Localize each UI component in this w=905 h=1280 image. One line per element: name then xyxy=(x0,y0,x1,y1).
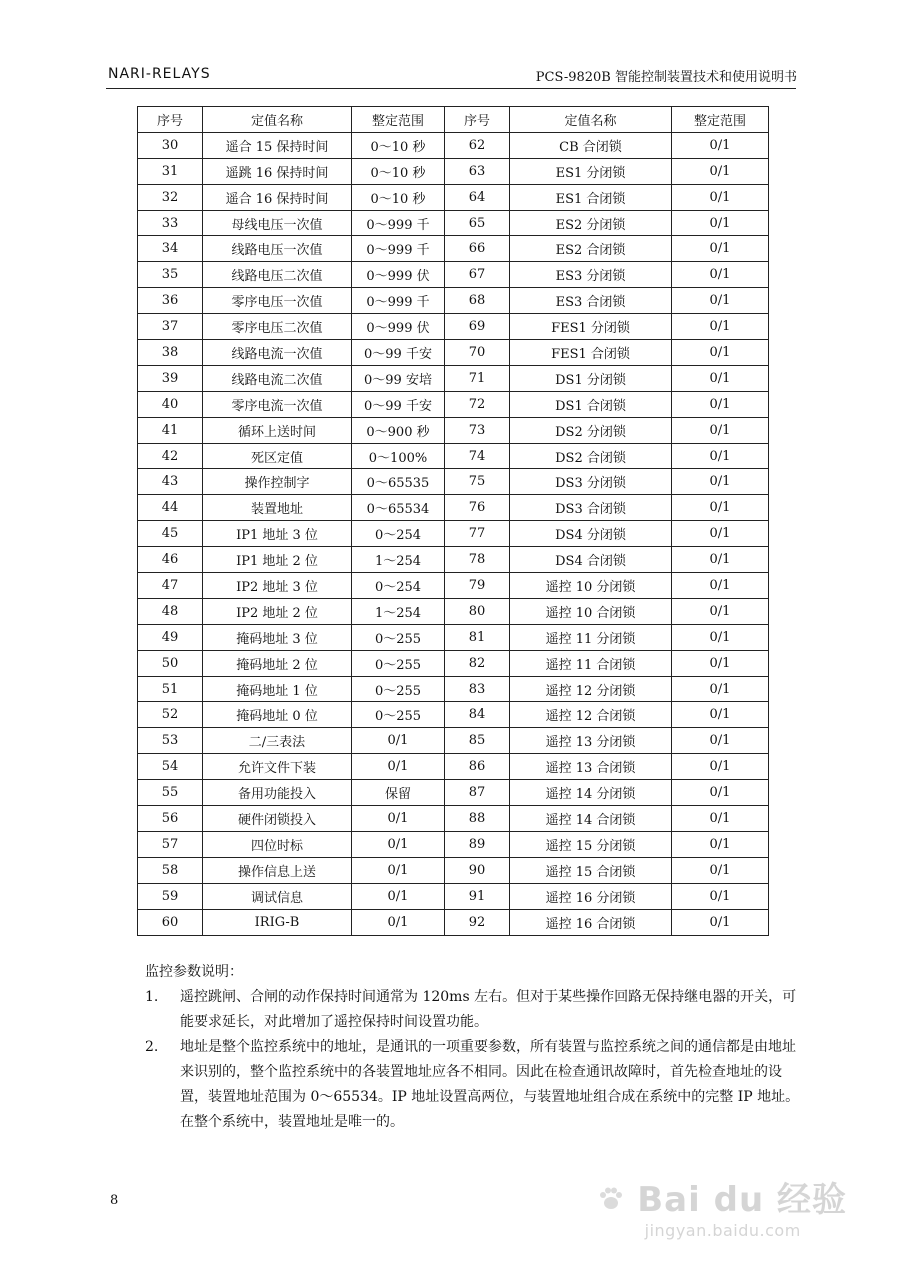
table-row xyxy=(138,365,769,391)
table-cell: 循环上送时间 xyxy=(203,417,352,443)
table-row xyxy=(138,184,769,210)
table-cell: 遥控 10 分闭锁 xyxy=(510,573,672,599)
paw-icon xyxy=(598,1181,624,1221)
table-row xyxy=(138,728,769,754)
note-number: 2. xyxy=(145,1039,159,1055)
table-cell: 60 xyxy=(138,909,203,935)
table-cell: 91 xyxy=(445,883,510,909)
table-cell: 0～254 xyxy=(352,573,445,599)
table-cell: 0～900 秒 xyxy=(352,417,445,443)
notes-section xyxy=(145,960,805,1135)
table-cell: 76 xyxy=(445,495,510,521)
table-cell: 0/1 xyxy=(672,754,769,780)
table-row xyxy=(138,598,769,624)
table-cell: 遥控 11 合闭锁 xyxy=(510,650,672,676)
table-cell: 死区定值 xyxy=(203,443,352,469)
table-cell: 38 xyxy=(138,340,203,366)
table-row xyxy=(138,650,769,676)
table-cell: 装置地址 xyxy=(203,495,352,521)
table-row xyxy=(138,132,769,158)
table-cell: FES1 分闭锁 xyxy=(510,314,672,340)
table-cell: 0/1 xyxy=(672,391,769,417)
table-cell: 0/1 xyxy=(672,132,769,158)
table-row xyxy=(138,443,769,469)
table-cell: 34 xyxy=(138,236,203,262)
table-cell: 0/1 xyxy=(672,857,769,883)
table-row xyxy=(138,391,769,417)
column-header: 序号 xyxy=(138,107,203,133)
table-header-row xyxy=(138,107,769,133)
table-cell: 0/1 xyxy=(672,676,769,702)
table-cell: IP1 地址 3 位 xyxy=(203,521,352,547)
table-cell: 0/1 xyxy=(672,883,769,909)
table-cell: 母线电压一次值 xyxy=(203,210,352,236)
table-row xyxy=(138,288,769,314)
table-cell: 54 xyxy=(138,754,203,780)
table-cell: 遥控 14 合闭锁 xyxy=(510,806,672,832)
table-cell: 保留 xyxy=(352,780,445,806)
table-cell: 0～255 xyxy=(352,676,445,702)
table-row xyxy=(138,210,769,236)
table-cell: 遥控 12 合闭锁 xyxy=(510,702,672,728)
table-cell: 87 xyxy=(445,780,510,806)
table-cell: 53 xyxy=(138,728,203,754)
table-cell: 0/1 xyxy=(672,158,769,184)
table-cell: 0/1 xyxy=(672,909,769,935)
table-cell: 31 xyxy=(138,158,203,184)
table-row xyxy=(138,417,769,443)
table-cell: 0/1 xyxy=(672,210,769,236)
baidu-jingyan-watermark xyxy=(598,1172,847,1241)
table-cell: 掩码地址 2 位 xyxy=(203,650,352,676)
table-cell: 33 xyxy=(138,210,203,236)
table-cell: 57 xyxy=(138,831,203,857)
table-cell: DS2 合闭锁 xyxy=(510,443,672,469)
table-cell: 88 xyxy=(445,806,510,832)
table-cell: 92 xyxy=(445,909,510,935)
table-cell: 0～999 千 xyxy=(352,210,445,236)
table-cell: 操作控制字 xyxy=(203,469,352,495)
table-cell: 59 xyxy=(138,883,203,909)
table-cell: 0～65534 xyxy=(352,495,445,521)
table-cell: 0～999 伏 xyxy=(352,262,445,288)
table-cell: 掩码地址 3 位 xyxy=(203,624,352,650)
table-cell: 0/1 xyxy=(672,443,769,469)
table-cell: 51 xyxy=(138,676,203,702)
table-cell: 遥合 16 保持时间 xyxy=(203,184,352,210)
table-cell: 1～254 xyxy=(352,547,445,573)
table-cell: FES1 合闭锁 xyxy=(510,340,672,366)
table-cell: 0～100% xyxy=(352,443,445,469)
table-cell: 线路电压二次值 xyxy=(203,262,352,288)
table-cell: DS3 分闭锁 xyxy=(510,469,672,495)
table-cell: 0～99 千安 xyxy=(352,340,445,366)
table-body xyxy=(138,132,769,935)
table-cell: 30 xyxy=(138,132,203,158)
table-cell: ES1 合闭锁 xyxy=(510,184,672,210)
page-number: 8 xyxy=(110,1193,119,1208)
column-header: 定值名称 xyxy=(203,107,352,133)
table-cell: ES2 分闭锁 xyxy=(510,210,672,236)
table-cell: 允许文件下装 xyxy=(203,754,352,780)
table-cell: 0～255 xyxy=(352,650,445,676)
table-row xyxy=(138,754,769,780)
table-cell: 0～999 伏 xyxy=(352,314,445,340)
table-cell: 41 xyxy=(138,417,203,443)
table-cell: 0～99 千安 xyxy=(352,391,445,417)
table-cell: 0～999 千 xyxy=(352,236,445,262)
table-cell: 0/1 xyxy=(352,831,445,857)
table-row xyxy=(138,573,769,599)
table-cell: 0/1 xyxy=(672,495,769,521)
table-cell: 43 xyxy=(138,469,203,495)
table-cell: 0/1 xyxy=(672,262,769,288)
table-cell: 75 xyxy=(445,469,510,495)
table-row xyxy=(138,469,769,495)
table-cell: ES3 分闭锁 xyxy=(510,262,672,288)
table-cell: 83 xyxy=(445,676,510,702)
table-row xyxy=(138,340,769,366)
table-cell: ES2 合闭锁 xyxy=(510,236,672,262)
table-cell: 0/1 xyxy=(672,417,769,443)
table-cell: 遥控 14 分闭锁 xyxy=(510,780,672,806)
table-cell: 65 xyxy=(445,210,510,236)
table-cell: 四位时标 xyxy=(203,831,352,857)
table-cell: 44 xyxy=(138,495,203,521)
column-header: 定值名称 xyxy=(510,107,672,133)
table-row xyxy=(138,158,769,184)
table-row xyxy=(138,676,769,702)
table-cell: 零序电流一次值 xyxy=(203,391,352,417)
table-cell: 55 xyxy=(138,780,203,806)
watermark-url: jingyan.baidu.com xyxy=(644,1221,801,1240)
table-row xyxy=(138,495,769,521)
table-cell: 79 xyxy=(445,573,510,599)
table-cell: 90 xyxy=(445,857,510,883)
table-cell: 0/1 xyxy=(672,598,769,624)
table-cell: 0～254 xyxy=(352,521,445,547)
table-cell: 遥控 15 合闭锁 xyxy=(510,857,672,883)
note-number: 1. xyxy=(145,989,159,1005)
header-brand: NARI-RELAYS xyxy=(108,66,211,82)
table-cell: 84 xyxy=(445,702,510,728)
table-cell: 0/1 xyxy=(672,728,769,754)
table-cell: 39 xyxy=(138,365,203,391)
note-item-2 xyxy=(145,1035,805,1135)
table-cell: 48 xyxy=(138,598,203,624)
table-cell: 遥控 10 合闭锁 xyxy=(510,598,672,624)
table-cell: 82 xyxy=(445,650,510,676)
table-cell: 0/1 xyxy=(672,573,769,599)
table-cell: 0～10 秒 xyxy=(352,158,445,184)
table-row xyxy=(138,236,769,262)
table-cell: 42 xyxy=(138,443,203,469)
table-cell: 86 xyxy=(445,754,510,780)
parameter-table xyxy=(137,106,769,936)
table-cell: DS1 分闭锁 xyxy=(510,365,672,391)
table-cell: 62 xyxy=(445,132,510,158)
table-cell: 0～255 xyxy=(352,624,445,650)
watermark-logo xyxy=(598,1172,847,1222)
notes-title: 监控参数说明： xyxy=(145,964,243,980)
table-cell: 0/1 xyxy=(672,806,769,832)
table-cell: 遥控 16 合闭锁 xyxy=(510,909,672,935)
table-cell: 0/1 xyxy=(352,754,445,780)
table-cell: 1～254 xyxy=(352,598,445,624)
table-cell: 74 xyxy=(445,443,510,469)
note-text: 遥控跳闸、合闸的动作保持时间通常为 120ms 左右。但对于某些操作回路无保持继电器的开关，可能要求延长，对此增加了遥控保持时间设置功能。 xyxy=(180,989,797,1030)
table-cell: 46 xyxy=(138,547,203,573)
table-row xyxy=(138,314,769,340)
table-cell: 0/1 xyxy=(672,547,769,573)
table-cell: 45 xyxy=(138,521,203,547)
table-cell: 35 xyxy=(138,262,203,288)
table-cell: 零序电压一次值 xyxy=(203,288,352,314)
table-cell: 68 xyxy=(445,288,510,314)
table-cell: 49 xyxy=(138,624,203,650)
column-header: 序号 xyxy=(445,107,510,133)
table-cell: 调试信息 xyxy=(203,883,352,909)
table-cell: 线路电流一次值 xyxy=(203,340,352,366)
table-cell: 0/1 xyxy=(352,883,445,909)
table-cell: 58 xyxy=(138,857,203,883)
table-cell: 81 xyxy=(445,624,510,650)
table-cell: 0/1 xyxy=(672,469,769,495)
table-cell: 遥控 11 分闭锁 xyxy=(510,624,672,650)
table-cell: 0/1 xyxy=(352,728,445,754)
table-cell: 0～10 秒 xyxy=(352,184,445,210)
table-cell: 89 xyxy=(445,831,510,857)
table-cell: 线路电压一次值 xyxy=(203,236,352,262)
table-cell: 0/1 xyxy=(672,521,769,547)
table-cell: DS1 合闭锁 xyxy=(510,391,672,417)
table-cell: 77 xyxy=(445,521,510,547)
table-row xyxy=(138,624,769,650)
table-cell: 遥跳 16 保持时间 xyxy=(203,158,352,184)
note-text: 地址是整个监控系统中的地址，是通讯的一项重要参数，所有装置与监控系统之间的通信都是由地址来识别的，整个监控系统中的各装置地址应各不相同。因此在检查通讯故障时，首先检查地址的设置，装置地址范围为 0～65534。IP 地址设置高两位，与装置地址组合成在系统中的完整 IP 地址。在整个系统中，装置地址是唯一的。 xyxy=(180,1039,800,1130)
table-cell: 69 xyxy=(445,314,510,340)
table-row xyxy=(138,780,769,806)
table-cell: 0/1 xyxy=(352,857,445,883)
table-cell: CB 合闭锁 xyxy=(510,132,672,158)
table-cell: 遥控 13 分闭锁 xyxy=(510,728,672,754)
table-cell: 遥控 15 分闭锁 xyxy=(510,831,672,857)
table-cell: 0～255 xyxy=(352,702,445,728)
table-cell: 37 xyxy=(138,314,203,340)
table-row xyxy=(138,909,769,935)
table-cell: 64 xyxy=(445,184,510,210)
table-cell: 0/1 xyxy=(352,909,445,935)
table-row xyxy=(138,521,769,547)
table-cell: 线路电流二次值 xyxy=(203,365,352,391)
table-cell: 遥控 12 分闭锁 xyxy=(510,676,672,702)
table-row xyxy=(138,547,769,573)
table-cell: 掩码地址 0 位 xyxy=(203,702,352,728)
header-document-title: PCS-9820B 智能控制装置技术和使用说明书 xyxy=(535,70,797,85)
table-cell: 0/1 xyxy=(352,806,445,832)
table-row xyxy=(138,806,769,832)
table-cell: IRIG-B xyxy=(203,909,352,935)
table-cell: IP2 地址 2 位 xyxy=(203,598,352,624)
table-row xyxy=(138,883,769,909)
table-cell: 遥合 15 保持时间 xyxy=(203,132,352,158)
table-cell: 85 xyxy=(445,728,510,754)
table-cell: 遥控 13 合闭锁 xyxy=(510,754,672,780)
table-cell: 0～999 千 xyxy=(352,288,445,314)
column-header: 整定范围 xyxy=(352,107,445,133)
table-cell: 71 xyxy=(445,365,510,391)
column-header: 整定范围 xyxy=(672,107,769,133)
table-cell: 0/1 xyxy=(672,184,769,210)
table-cell: 0/1 xyxy=(672,365,769,391)
table-cell: DS4 合闭锁 xyxy=(510,547,672,573)
table-cell: 80 xyxy=(445,598,510,624)
table-cell: 66 xyxy=(445,236,510,262)
table-cell: 78 xyxy=(445,547,510,573)
table-cell: 二/三表法 xyxy=(203,728,352,754)
table-cell: 0～65535 xyxy=(352,469,445,495)
table-cell: 50 xyxy=(138,650,203,676)
table-cell: 47 xyxy=(138,573,203,599)
table-cell: 67 xyxy=(445,262,510,288)
table-cell: 36 xyxy=(138,288,203,314)
table-cell: 备用功能投入 xyxy=(203,780,352,806)
table-cell: 0/1 xyxy=(672,236,769,262)
table-cell: 0/1 xyxy=(672,780,769,806)
table-cell: 遥控 16 分闭锁 xyxy=(510,883,672,909)
table-cell: 掩码地址 1 位 xyxy=(203,676,352,702)
table-cell: 0/1 xyxy=(672,650,769,676)
table-cell: 73 xyxy=(445,417,510,443)
table-cell: 0/1 xyxy=(672,624,769,650)
table-cell: 硬件闭锁投入 xyxy=(203,806,352,832)
watermark-logo-text: Bai du 经验 xyxy=(637,1179,847,1220)
table-cell: 40 xyxy=(138,391,203,417)
table-cell: 70 xyxy=(445,340,510,366)
table-cell: 0/1 xyxy=(672,702,769,728)
table-cell: 32 xyxy=(138,184,203,210)
table-cell: 0/1 xyxy=(672,340,769,366)
table-cell: 0～99 安培 xyxy=(352,365,445,391)
note-item-1 xyxy=(145,985,805,1035)
table-cell: 零序电压二次值 xyxy=(203,314,352,340)
table-cell: IP1 地址 2 位 xyxy=(203,547,352,573)
table-cell: 操作信息上送 xyxy=(203,857,352,883)
table-cell: 0～10 秒 xyxy=(352,132,445,158)
table-cell: 0/1 xyxy=(672,831,769,857)
table-cell: ES3 合闭锁 xyxy=(510,288,672,314)
table-cell: 56 xyxy=(138,806,203,832)
table-cell: IP2 地址 3 位 xyxy=(203,573,352,599)
table-row xyxy=(138,857,769,883)
header-divider xyxy=(106,88,796,89)
table-cell: DS3 合闭锁 xyxy=(510,495,672,521)
table-cell: 63 xyxy=(445,158,510,184)
table-row xyxy=(138,702,769,728)
table-cell: 52 xyxy=(138,702,203,728)
table-cell: DS2 分闭锁 xyxy=(510,417,672,443)
table-cell: 0/1 xyxy=(672,314,769,340)
table-cell: ES1 分闭锁 xyxy=(510,158,672,184)
table-cell: 0/1 xyxy=(672,288,769,314)
table-row xyxy=(138,262,769,288)
table-row xyxy=(138,831,769,857)
table-cell: DS4 分闭锁 xyxy=(510,521,672,547)
table-cell: 72 xyxy=(445,391,510,417)
